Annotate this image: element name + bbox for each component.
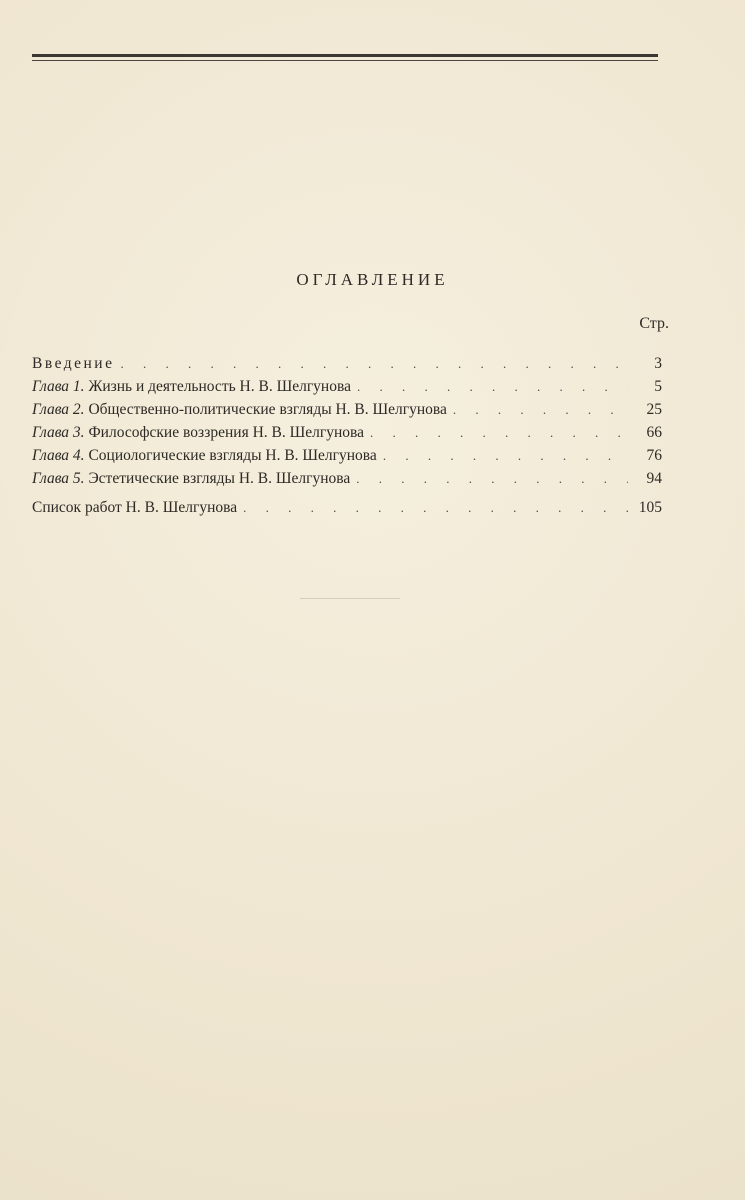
dot-leader: [357, 379, 628, 395]
toc-entry-bibliography: [32, 499, 662, 522]
toc-entry-chapter-5: [32, 470, 662, 493]
top-rule-thin: [32, 60, 658, 61]
toc-entry-label: [32, 424, 364, 442]
toc-entry-introduction: [32, 355, 662, 378]
toc-entry-text: Эстетические взгляды Н. В. Шелгунова: [88, 470, 351, 487]
toc-entry-page: 25: [646, 401, 662, 418]
toc-entry-text: Жизнь и деятельность Н. В. Шелгунова: [88, 378, 351, 395]
toc-entry-text: Общественно-политические взгляды Н. В. Шелгунова: [88, 401, 447, 418]
toc-entry-chapter-4: [32, 447, 662, 470]
toc-entry-text: Социологические взгляды Н. В. Шелгунова: [88, 447, 377, 464]
toc-entry-chapter-1: [32, 378, 662, 401]
toc-entry-page: 76: [646, 447, 662, 464]
dot-leader: [120, 356, 628, 372]
toc-entry-label: [32, 355, 114, 373]
toc-title: ОГЛАВЛЕНИЕ: [296, 270, 449, 289]
toc-entry-chapter: Глава 4.: [32, 447, 85, 464]
toc-entry-chapter: Глава 5.: [32, 470, 85, 487]
dot-leader: [370, 425, 628, 441]
faint-print-mark: [300, 598, 400, 599]
top-rule-thick: [32, 54, 658, 57]
dot-leader: [453, 402, 628, 418]
toc-entry-label: [32, 401, 447, 419]
toc-entry-label: [32, 378, 351, 396]
toc-entry-chapter: Глава 2.: [32, 401, 85, 418]
table-of-contents: [32, 355, 662, 522]
toc-entry-label: [32, 499, 237, 517]
toc-entry-chapter: Глава 3.: [32, 424, 85, 441]
toc-entry-page: 5: [654, 378, 662, 395]
dot-leader: [356, 471, 628, 487]
toc-entry-text: Философские воззрения Н. В. Шелгунова: [88, 424, 365, 441]
toc-entry-page: 3: [654, 355, 662, 372]
dot-leader: [243, 500, 628, 516]
dot-leader: [383, 448, 628, 464]
toc-entry-chapter-3: [32, 424, 662, 447]
toc-entry-chapter: Глава 1.: [32, 378, 85, 395]
toc-entry-page: 94: [646, 470, 662, 487]
page-column-label: Стр.: [639, 315, 669, 332]
toc-entry-text: Введение: [32, 355, 115, 372]
toc-entry-page: 105: [638, 499, 662, 516]
toc-entry-page: 66: [646, 424, 662, 441]
toc-entry-text: Список работ Н. В. Шелгунова: [32, 499, 238, 516]
toc-entry-label: [32, 447, 377, 465]
toc-entry-chapter-2: [32, 401, 662, 424]
toc-entry-label: [32, 470, 350, 488]
